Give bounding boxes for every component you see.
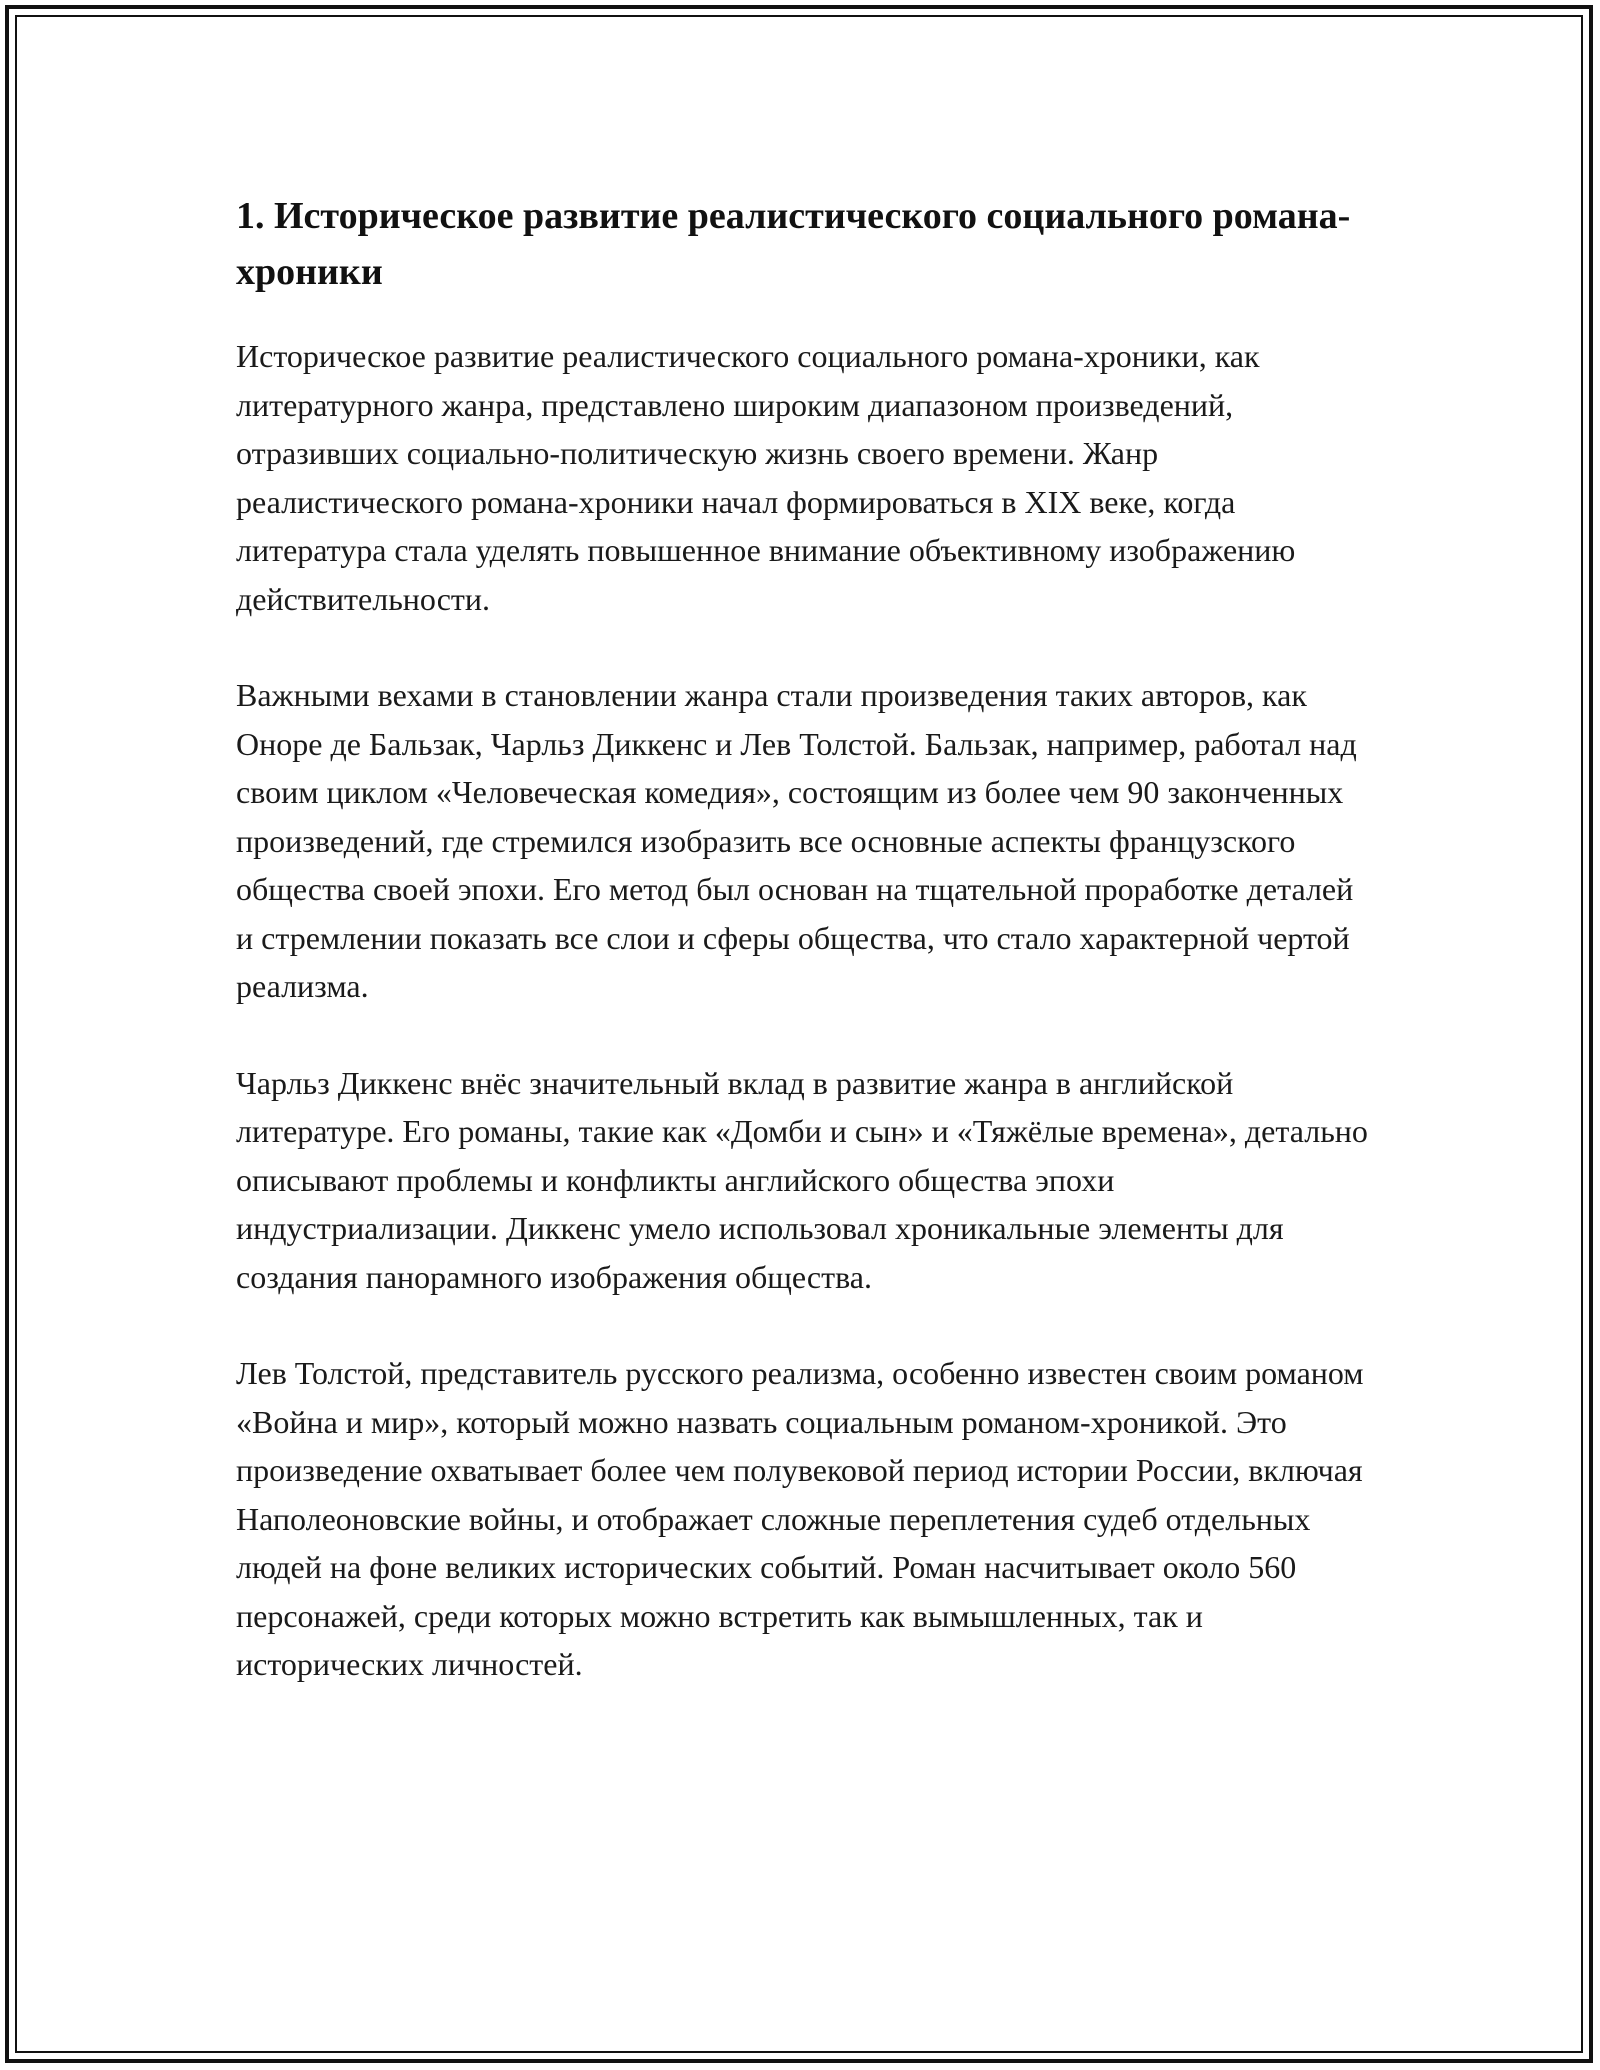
section-heading: 1. Историческое развитие реалистического социального романа-хроники [236,195,1351,293]
paragraph-dickens: Чарльз Диккенс внёс значительный вклад в развитие жанра в английской литературе. Его романы, такие как «Домби и сын» и «Тяжёлые времена», детально описывают проблемы и конфликты английского общества эпохи индустриализации. Диккенс умело использовал хроникальные элементы для создания панорамного изображения общества. [236,1064,1368,1295]
paragraph-intro: Историческое развитие реалистического социального романа-хроники, как литературного жанра, представлено широким диапазоном произведений, отразивших социально-политическую жизнь своего времени. Жанр реалистического романа-хроники начал формироваться в XIX веке, когда литература стала уделять повышенное внимание объективному изображению действительности. [236,338,1296,617]
paragraph-tolstoy: Лев Толстой, представитель русского реализма, особенно известен своим романом «Война и мир», который можно назвать социальным романом-хроникой. Это произведение охватывает более чем полувековой период истории России, включая Наполеоновские войны, и отображает сложные переплетения судеб отдельных людей на фоне великих исторических событий. Роман насчитывает около 560 персонажей, среди которых можно встретить как вымышленных, так и исторических личностей. [236,1355,1364,1682]
paragraph-balzac: Важными вехами в становлении жанра стали произведения таких авторов, как Оноре де Бальзак, Чарльз Диккенс и Лев Толстой. Бальзак, например, работал над своим циклом «Человеческая комедия», состоящим из более чем 90 законченных произведений, где стремился изобразить все основные аспекты французского общества своей эпохи. Его метод был основан на тщательной проработке деталей и стремлении показать все слои и сферы общества, что стало характерной чертой реализма. [236,677,1357,1004]
document-body [236,188,1376,1689]
